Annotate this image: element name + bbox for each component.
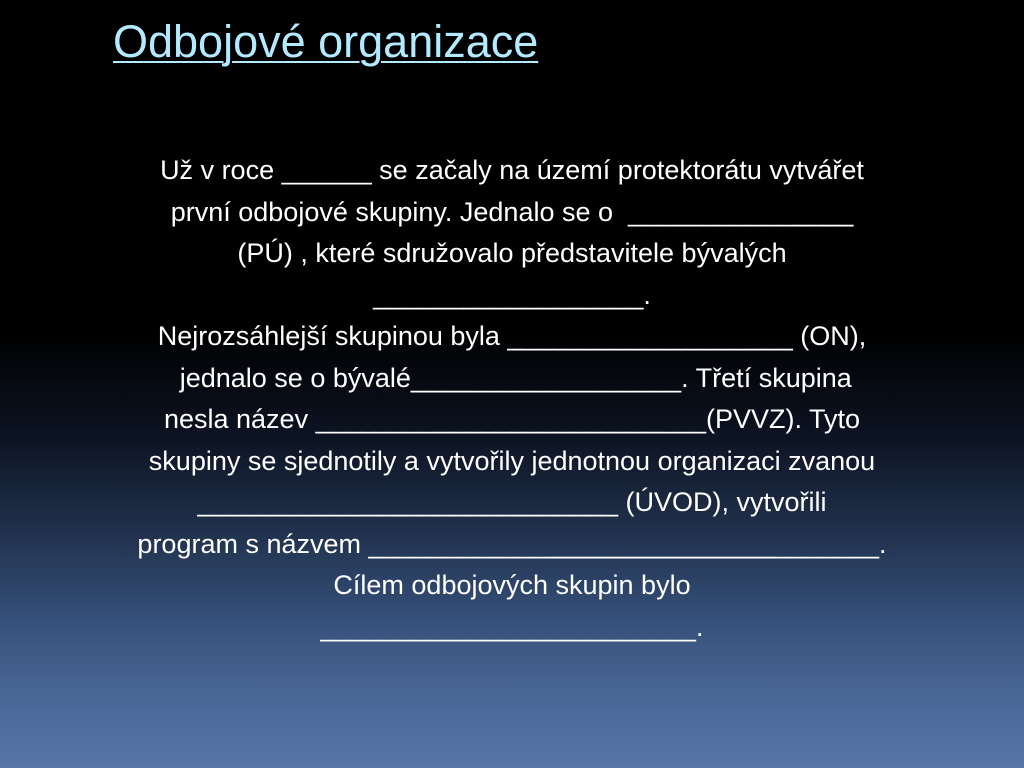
body-line: skupiny se sjednotily a vytvořily jednotnou organizaci zvanou — [148, 445, 876, 476]
body-line: první odbojové skupiny. Jednalo se o _______________ — [170, 196, 854, 227]
slide-title: Odbojové organizace — [113, 16, 539, 67]
body-line: program s názvem __________________________________. — [137, 528, 887, 559]
body-line: __________________. — [373, 279, 651, 310]
body-line: Už v roce ______ se začaly na území protektorátu vytvářet — [160, 155, 864, 185]
body-line: Cílem odbojových skupin bylo — [333, 570, 691, 600]
body-line: jednalo se o bývalé__________________. Třetí skupina — [172, 362, 852, 393]
slide-body — [20, 150, 1004, 648]
body-line: ____________________________ (ÚVOD), vytvořili — [197, 487, 827, 517]
body-line: Nejrozsáhlejší skupinou byla ___________________ (ON), — [157, 321, 867, 351]
body-line: _________________________. — [320, 611, 704, 642]
body-line: (PÚ) , které sdružovalo představitele bývalých — [237, 238, 787, 268]
body-line: nesla název __________________________(PVVZ). Tyto — [163, 404, 861, 434]
